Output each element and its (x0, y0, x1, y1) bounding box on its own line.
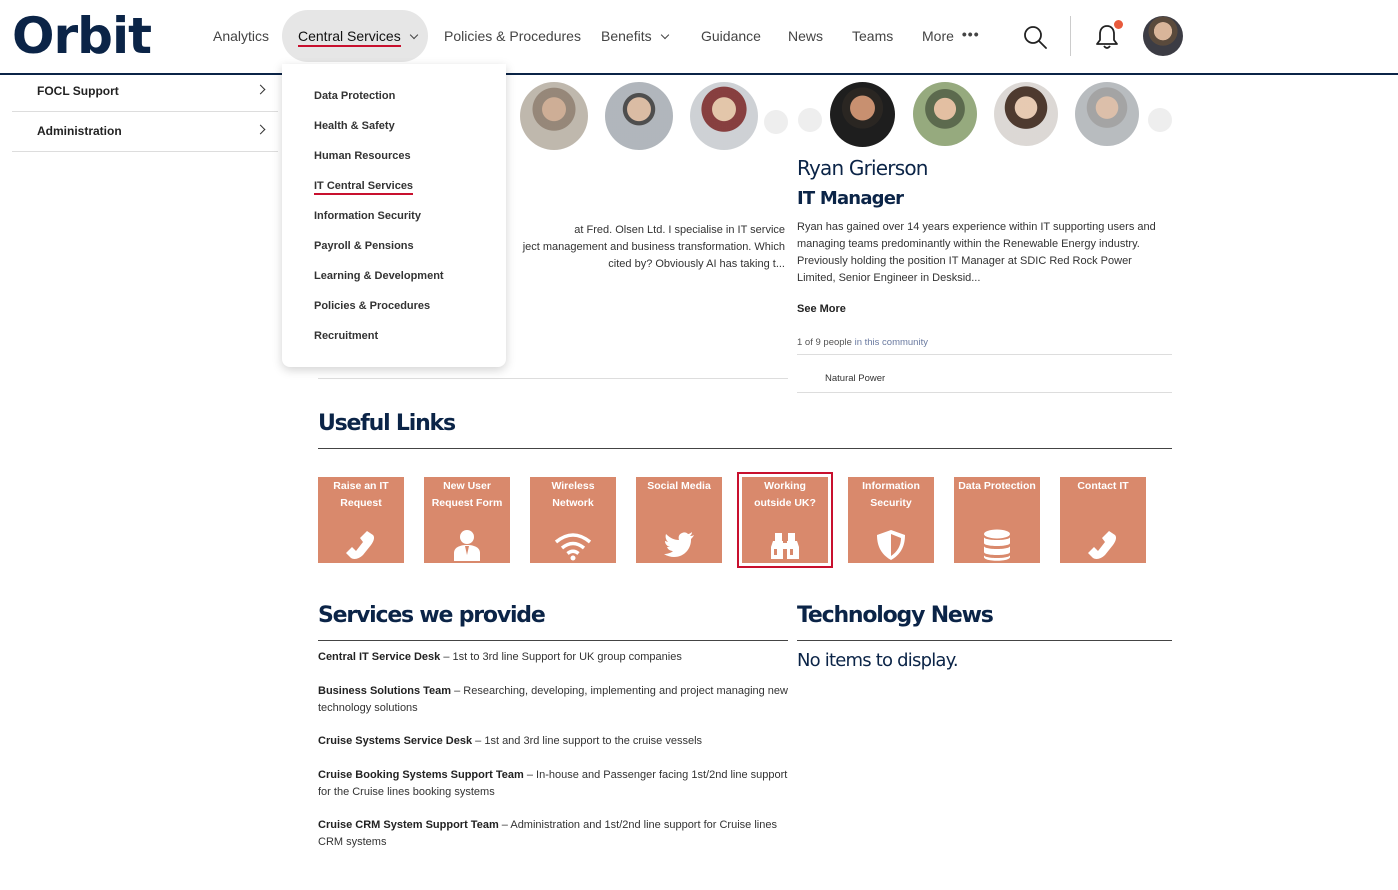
tile-label: Social Media (647, 480, 711, 492)
service-item (318, 817, 788, 851)
search-icon[interactable] (1023, 25, 1047, 49)
more-dots-icon: ••• (961, 26, 980, 42)
tile-raise-it-request[interactable] (318, 477, 404, 563)
service-desc: – Researching, developing, implementing and project managing new technology solutions (318, 685, 788, 714)
service-item (318, 767, 788, 801)
user-icon (449, 529, 485, 561)
section-rule (797, 640, 1172, 641)
tile-new-user-request-form[interactable] (424, 477, 510, 563)
service-desc: – In-house and Passenger facing 1st/2nd line support for the Cruise lines booking systems (318, 769, 788, 798)
dropdown-item-policies-procedures[interactable]: Policies & Procedures (314, 300, 431, 312)
tile-label: Wireless Network (551, 480, 595, 509)
profile-role: IT Manager (797, 188, 904, 209)
profile-photo[interactable] (690, 82, 758, 150)
dropdown-item-payroll-pensions[interactable]: Payroll & Pensions (314, 240, 414, 252)
divider (797, 392, 1172, 393)
service-item (318, 733, 788, 750)
dropdown-item-health-safety[interactable]: Health & Safety (314, 120, 395, 132)
profile-photo[interactable] (1075, 82, 1139, 146)
section-rule (318, 448, 1172, 449)
nav-guidance[interactable]: Guidance (701, 28, 761, 44)
nav-central-services-label: Central Services (298, 28, 401, 47)
services-title: Services we provide (318, 603, 545, 628)
shield-icon (873, 529, 909, 561)
nav-policies-procedures[interactable]: Policies & Procedures (444, 28, 581, 44)
tile-contact-it[interactable] (1060, 477, 1146, 563)
profile-name: Ryan Grierson (797, 156, 928, 180)
chevron-down-icon (660, 31, 668, 39)
profile-bio: Ryan has gained over 14 years experience within IT supporting users and managing teams predominantly within the Renewable Energy industry. Previously holding the position IT Manager at SDIC Red Rock Power Limited, Senior Engineer in Desksid... (797, 221, 1156, 284)
people-count-number: 1 of 9 people (797, 337, 852, 348)
tile-information-security[interactable] (848, 477, 934, 563)
header-divider (1070, 16, 1071, 56)
useful-links-title: Useful Links (318, 411, 455, 436)
chevron-right-icon (256, 85, 266, 95)
chevron-down-icon (409, 31, 417, 39)
user-avatar[interactable] (1143, 16, 1183, 56)
people-count (797, 337, 928, 348)
phone-icon (343, 529, 379, 561)
orbit-logo[interactable]: Orbit (12, 7, 151, 65)
service-item (318, 683, 788, 717)
dropdown-item-recruitment[interactable]: Recruitment (314, 330, 379, 342)
dropdown-item-human-resources[interactable]: Human Resources (314, 150, 411, 162)
notification-badge (1114, 20, 1123, 29)
chevron-right-icon (256, 125, 266, 135)
left-profile-bio (500, 222, 785, 273)
divider (797, 354, 1172, 355)
divider (318, 378, 788, 379)
tile-label: Raise an IT Request (333, 480, 389, 509)
technology-news-title: Technology News (797, 603, 993, 628)
nav-benefits[interactable] (601, 26, 668, 46)
profile-photo[interactable] (605, 82, 673, 150)
carousel-dot[interactable] (764, 110, 788, 134)
see-more-link[interactable]: See More (797, 303, 846, 315)
tile-label: Contact IT (1077, 480, 1129, 492)
tile-label: Working outside UK? (754, 480, 816, 509)
service-name: Cruise Booking Systems Support Team (318, 769, 524, 781)
tile-label: Data Protection (958, 480, 1036, 492)
carousel-dot[interactable] (1148, 108, 1172, 132)
sidebar-item-focl-support[interactable] (12, 72, 278, 112)
nav-benefits-label: Benefits (601, 28, 652, 44)
profile-company: Natural Power (825, 373, 886, 384)
nav-analytics[interactable]: Analytics (213, 28, 270, 44)
tile-wireless-network[interactable] (530, 477, 616, 563)
service-name: Central IT Service Desk (318, 651, 441, 663)
twitter-icon (661, 529, 697, 561)
nav-more-label: More (922, 28, 954, 44)
service-item (318, 649, 788, 666)
tile-data-protection[interactable] (954, 477, 1040, 563)
top-navigation-bar (0, 0, 1398, 75)
tile-focus-outline (737, 472, 833, 568)
bio-line: cited by? Obviously AI has taking t... (608, 258, 785, 270)
dropdown-item-it-central-services[interactable]: IT Central Services (314, 180, 413, 195)
database-icon (979, 529, 1015, 561)
sidebar-item-administration[interactable] (12, 112, 278, 152)
dropdown-item-information-security[interactable]: Information Security (314, 210, 421, 222)
people-count-suffix[interactable]: in this community (854, 337, 928, 348)
service-desc: – Administration and 1st/2nd line support for Cruise lines CRM systems (318, 819, 777, 848)
service-desc: – 1st and 3rd line support to the cruise vessels (472, 735, 703, 747)
tile-label: New User Request Form (431, 480, 503, 509)
service-name: Business Solutions Team (318, 685, 452, 697)
nav-central-services[interactable] (298, 26, 417, 46)
sidebar-item-label: FOCL Support (37, 84, 119, 98)
tile-social-media[interactable] (636, 477, 722, 563)
profile-photo-selected[interactable] (830, 82, 895, 147)
wifi-icon (555, 529, 591, 561)
service-desc: – 1st to 3rd line Support for UK group companies (440, 651, 682, 663)
central-services-dropdown (282, 64, 506, 367)
nav-news[interactable]: News (788, 28, 824, 44)
nav-more[interactable] (922, 26, 980, 46)
section-rule (318, 640, 788, 641)
bio-line: at Fred. Olsen Ltd. I specialise in IT service (574, 224, 785, 236)
profile-photo[interactable] (994, 82, 1058, 146)
nav-teams[interactable]: Teams (852, 28, 894, 44)
profile-photo[interactable] (913, 82, 977, 146)
dropdown-item-learning-development[interactable]: Learning & Development (314, 270, 444, 282)
tile-label: Information Security (862, 480, 920, 509)
profile-photo[interactable] (520, 82, 588, 150)
bio-line: ject management and business transformation. Which (522, 241, 785, 253)
phone-icon (1085, 529, 1121, 561)
sidebar-item-label: Administration (37, 124, 122, 138)
no-items-message: No items to display. (797, 650, 958, 671)
carousel-dot[interactable] (798, 108, 822, 132)
service-name: Cruise Systems Service Desk (318, 735, 473, 747)
dropdown-item-data-protection[interactable]: Data Protection (314, 90, 396, 102)
service-name: Cruise CRM System Support Team (318, 819, 499, 831)
